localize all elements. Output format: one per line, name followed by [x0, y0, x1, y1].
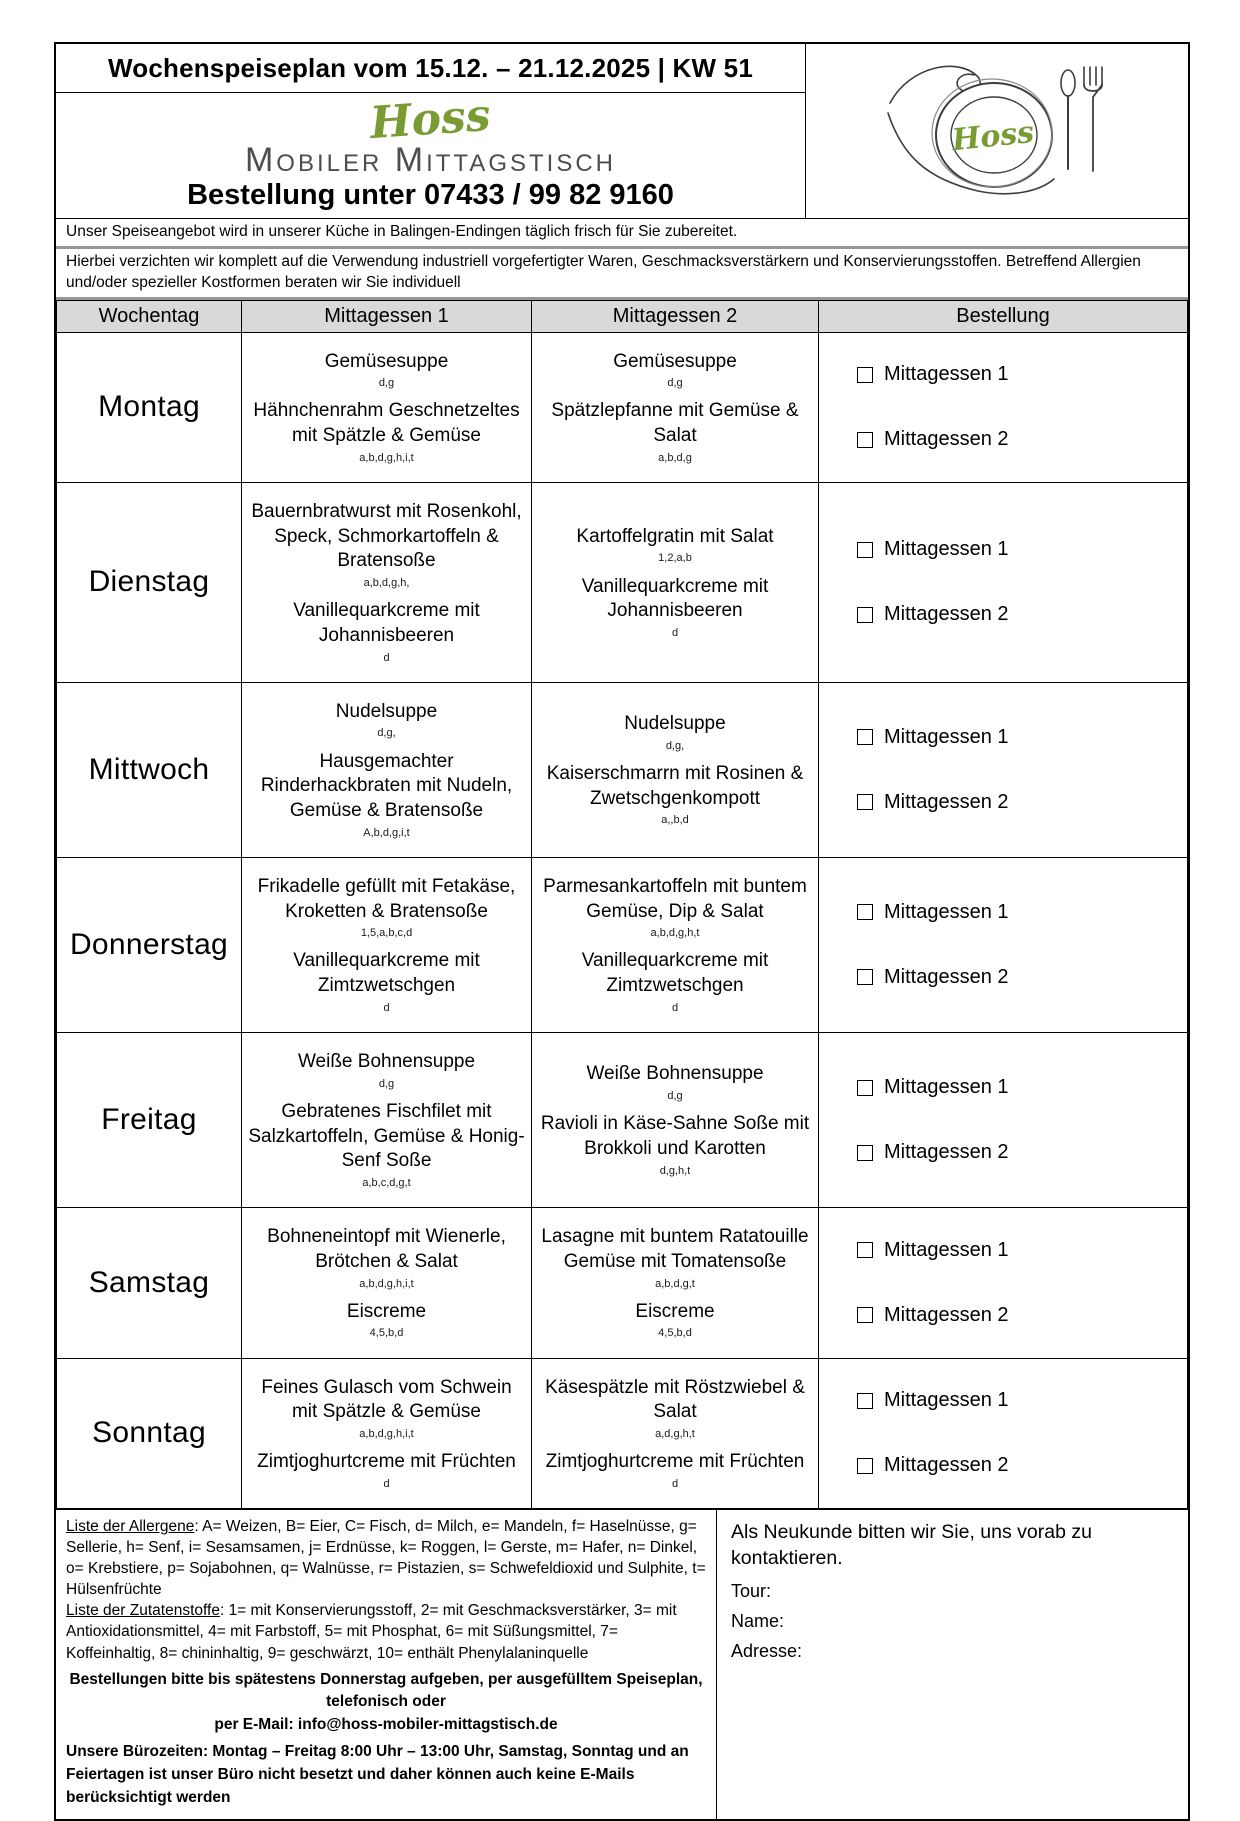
checkbox-icon[interactable]	[857, 1458, 873, 1474]
allergen-codes: a,b,d,g,h,i,t	[359, 451, 414, 464]
allergen-codes: a,d,g,h,t	[655, 1427, 695, 1440]
order-options	[857, 1076, 1187, 1164]
order-option-mittagessen-2[interactable]	[857, 1304, 1187, 1327]
mittagessen-2-cell	[532, 482, 819, 682]
meal-item	[538, 762, 812, 828]
meal-name: Weiße Bohnensuppe	[586, 1063, 764, 1085]
meal-name: Kaiserschmarrn mit Rosinen & Zwetschgenkompott	[546, 763, 804, 809]
meal-item	[538, 1225, 812, 1291]
checkbox-icon[interactable]	[857, 904, 873, 920]
meal-name: Feines Gulasch vom Schwein mit Spätzle & Gemüse	[261, 1376, 512, 1423]
day-label: Samstag	[57, 1208, 242, 1358]
col-header-mittagessen-2: Mittagessen 2	[532, 300, 819, 332]
footer-legend-area	[56, 1510, 717, 1819]
mittagessen-1-cell	[242, 857, 532, 1032]
header-left	[56, 44, 806, 218]
order-options	[857, 901, 1187, 989]
checkbox-icon[interactable]	[857, 969, 873, 985]
allergen-codes: 1,5,a,b,c,d	[360, 927, 413, 940]
meal-item	[538, 1062, 812, 1103]
col-header-mittagessen-1: Mittagessen 1	[242, 300, 532, 332]
day-label: Mittwoch	[57, 682, 242, 857]
meal-item	[538, 575, 812, 641]
allergen-codes: 4,5,b,d	[369, 1327, 404, 1340]
order-option-mittagessen-2[interactable]	[857, 1141, 1187, 1164]
checkbox-icon[interactable]	[857, 367, 873, 383]
meal-item	[248, 350, 525, 391]
meal-item	[248, 1050, 525, 1091]
allergen-codes: d,g,	[377, 727, 396, 740]
menu-table-body	[57, 332, 1188, 1509]
order-option-label: Mittagessen 1	[884, 1076, 1009, 1099]
checkbox-icon[interactable]	[857, 607, 873, 623]
checkbox-icon[interactable]	[857, 432, 873, 448]
additive-legend-label: Liste der Zutatenstoffe	[66, 1602, 220, 1620]
allergen-legend	[66, 1516, 706, 1600]
table-row-mittwoch	[57, 682, 1188, 857]
meal-name: Eiscreme	[635, 1300, 715, 1322]
allergen-codes: a,b,d,g,h,i,t	[359, 1427, 414, 1440]
meal-name: Vanillequarkcreme mit Johannisbeeren	[581, 575, 769, 622]
meal-item	[538, 1112, 812, 1178]
meal-item	[248, 949, 525, 1015]
table-row-samstag	[57, 1208, 1188, 1358]
meal-item	[538, 1376, 812, 1442]
day-label: Freitag	[57, 1033, 242, 1208]
order-option-label: Mittagessen 1	[884, 725, 1009, 748]
day-label: Sonntag	[57, 1358, 242, 1508]
info-line-additives: Hierbei verzichten wir komplett auf die Verwendung industriell vorgefertigter Waren, Geschmacksverstärkern und Konservierungsstoffen. Betreffend Allergien und/oder spezieller Kostformen beraten wir Sie individuell	[56, 249, 1188, 300]
checkbox-icon[interactable]	[857, 1393, 873, 1409]
meal-name: Vanillequarkcreme mit Johannisbeeren	[293, 600, 480, 646]
order-cell	[819, 332, 1188, 482]
meal-name: Gebratenes Fischfilet mit Salzkartoffeln, Gemüse & Honig-Senf Soße	[248, 1100, 525, 1172]
meal-name: Nudelsuppe	[624, 713, 726, 735]
meal-item	[248, 599, 525, 665]
col-header-wochentag: Wochentag	[57, 300, 242, 332]
checkbox-icon[interactable]	[857, 794, 873, 810]
allergen-codes: a,b,d,g,t	[655, 1277, 695, 1290]
meal-name: Kartoffelgratin mit Salat	[576, 525, 774, 547]
order-option-mittagessen-2[interactable]	[857, 791, 1187, 814]
mittagessen-1-cell	[242, 1208, 532, 1358]
meal-name: Eiscreme	[346, 1300, 427, 1322]
footer	[56, 1509, 1188, 1819]
meal-name: Gemüsesuppe	[613, 350, 737, 372]
meal-name: Vanillequarkcreme mit Zimtzwetschgen	[293, 950, 480, 997]
order-option-mittagessen-1[interactable]	[857, 363, 1187, 386]
allergen-codes: a,b,d,g,h,	[363, 577, 410, 590]
mittagessen-1-cell	[242, 1033, 532, 1208]
allergen-codes: d,g	[378, 377, 395, 390]
meal-item	[248, 399, 525, 465]
order-option-label: Mittagessen 1	[884, 1389, 1009, 1412]
allergen-legend-label: Liste der Allergene	[66, 1518, 195, 1536]
mittagessen-1-cell	[242, 682, 532, 857]
meal-name: Spätzlepfanne mit Gemüse & Salat	[551, 400, 799, 447]
mittagessen-1-cell	[242, 1358, 532, 1508]
new-customer-note: Als Neukunde bitten wir Sie, uns vorab zu kontaktieren.	[731, 1521, 1092, 1570]
table-row-sonntag	[57, 1358, 1188, 1508]
order-option-label: Mittagessen 2	[884, 790, 1009, 813]
order-phone-line: Bestellung unter 07433 / 99 82 9160	[187, 178, 674, 211]
meal-name: Weiße Bohnensuppe	[297, 1051, 476, 1073]
order-option-mittagessen-2[interactable]	[857, 1454, 1187, 1477]
order-option-mittagessen-1[interactable]	[857, 901, 1187, 924]
order-options	[857, 726, 1187, 814]
order-options	[857, 363, 1187, 451]
meal-name: Nudelsuppe	[335, 700, 438, 722]
meal-name: Hausgemachter Rinderhackbraten mit Nudeln, Gemüse & Bratensoße	[260, 750, 513, 822]
footer-contact-form	[717, 1510, 1188, 1819]
meal-item	[248, 500, 525, 590]
meal-item	[248, 750, 525, 840]
mittagessen-1-cell	[242, 482, 532, 682]
allergen-codes: a,b,d,g,h,i,t	[359, 1277, 414, 1290]
order-option-label: Mittagessen 1	[884, 900, 1009, 923]
order-option-mittagessen-1[interactable]	[857, 1076, 1187, 1099]
order-options	[857, 538, 1187, 626]
mittagessen-1-cell	[242, 332, 532, 482]
meal-item	[538, 399, 812, 465]
allergen-codes: d	[383, 1477, 390, 1490]
weekly-menu-table	[56, 300, 1188, 1510]
page-title: Wochenspeiseplan vom 15.12. – 21.12.2025 | KW 51	[56, 44, 805, 93]
allergen-codes: d	[383, 1001, 390, 1014]
day-label: Dienstag	[57, 482, 242, 682]
mittagessen-2-cell	[532, 682, 819, 857]
meal-item	[248, 1300, 525, 1341]
meal-item	[248, 700, 525, 741]
order-cell	[819, 857, 1188, 1032]
mittagessen-2-cell	[532, 857, 819, 1032]
allergen-codes: d	[671, 626, 679, 639]
checkbox-icon[interactable]	[857, 1145, 873, 1161]
order-cell	[819, 482, 1188, 682]
checkbox-icon[interactable]	[857, 1242, 873, 1258]
allergen-codes: A,b,d,g,i,t	[363, 826, 410, 839]
table-header-row	[57, 300, 1188, 332]
order-option-label: Mittagessen 2	[884, 1454, 1009, 1477]
order-option-mittagessen-1[interactable]	[857, 1389, 1187, 1412]
day-label: Montag	[57, 332, 242, 482]
order-option-mittagessen-2[interactable]	[857, 428, 1187, 451]
svg-text:Hoss: Hoss	[950, 114, 1036, 159]
checkbox-icon[interactable]	[857, 542, 873, 558]
order-deadline-note	[66, 1669, 706, 1736]
allergen-codes: a,b,d,g,h,t	[650, 927, 700, 940]
col-header-bestellung: Bestellung	[819, 300, 1188, 332]
meal-item	[538, 949, 812, 1015]
table-row-montag	[57, 332, 1188, 482]
allergen-codes: d,g	[378, 1077, 395, 1090]
allergen-codes: d	[671, 1001, 679, 1014]
meal-item	[538, 1300, 812, 1341]
order-cell	[819, 1208, 1188, 1358]
order-options	[857, 1389, 1187, 1477]
order-option-label: Mittagessen 2	[884, 428, 1009, 451]
hoss-plate-logo-icon	[882, 51, 1112, 211]
order-option-label: Mittagessen 2	[884, 1141, 1009, 1164]
allergen-codes: d,g	[667, 377, 683, 390]
meal-item	[538, 875, 812, 941]
meal-item	[538, 712, 812, 753]
order-option-label: Mittagessen 2	[884, 1303, 1009, 1326]
allergen-codes: a,b,d,g	[658, 451, 692, 464]
day-label: Donnerstag	[57, 857, 242, 1032]
allergen-legend-text: : A= Weizen, B= Eier, C= Fisch, d= Milch, e= Mandeln, f= Haselnüsse, g= Sellerie, h= Senf, i= Sesamsamen, j= Erdnüsse, k= Roggen, l= Gerste, m= Hafer, n= Dinkel, o= Krebstiere, p= Sojabohnen, q= Walnüsse, r= Pistazien, s= Schwefeldioxid und Sulphite, t= Hülsenfrüchte	[66, 1518, 706, 1599]
menu-sheet	[54, 42, 1190, 1821]
brand-name: Mobiler Mittagstisch	[244, 141, 616, 180]
brand-script-logo: Hoss	[368, 89, 493, 150]
order-option-mittagessen-2[interactable]	[857, 603, 1187, 626]
meal-name: Frikadelle gefüllt mit Fetakäse, Kroketten & Bratensoße	[257, 875, 516, 922]
table-row-dienstag	[57, 482, 1188, 682]
allergen-codes: d	[383, 651, 390, 664]
brand-block	[56, 89, 805, 218]
info-line-freshness: Unser Speiseangebot wird in unserer Küche in Balingen-Endingen täglich frisch für Sie zubereitet.	[56, 218, 1188, 249]
meal-name: Bohneneintopf mit Wienerle, Brötchen & Salat	[267, 1226, 506, 1272]
order-cell	[819, 1033, 1188, 1208]
order-option-label: Mittagessen 1	[884, 538, 1009, 561]
allergen-codes: d	[671, 1477, 679, 1490]
meal-item	[248, 1100, 525, 1190]
office-hours-note: Unsere Bürozeiten: Montag – Freitag 8:00 Uhr – 13:00 Uhr, Samstag, Sonntag und an Feiertagen ist unser Büro nicht besetzt und daher können auch keine E-Mails berücksichtigt werden	[66, 1742, 689, 1807]
table-row-donnerstag	[57, 857, 1188, 1032]
mittagessen-2-cell	[532, 332, 819, 482]
allergen-codes: 4,5,b,d	[658, 1327, 692, 1340]
additive-legend	[66, 1600, 706, 1663]
meal-item	[248, 1376, 525, 1442]
order-options	[857, 1239, 1187, 1327]
tour-field[interactable]: Tour:	[731, 1580, 772, 1601]
order-deadline-line2: per E-Mail: info@hoss-mobiler-mittagstisch.de	[214, 1715, 558, 1733]
meal-name: Zimtjoghurtcreme mit Früchten	[257, 1451, 516, 1473]
additive-legend-text: : 1= mit Konservierungsstoff, 2= mit Geschmacksverstärker, 3= mit Antioxidationsmittel, 4= mit Farbstoff, 5= mit Phosphat, 6= mit Süßungsmittel, 7= Koffeinhaltig, 8= chininhaltig, 9= geschwärzt, 10= enthält Phenylalaninquelle	[66, 1602, 677, 1662]
allergen-codes: d,g,	[665, 739, 685, 752]
order-option-mittagessen-2[interactable]	[857, 966, 1187, 989]
order-deadline-line1: Bestellungen bitte bis spätestens Donnerstag aufgeben, per ausgefülltem Speiseplan, telefonisch oder	[69, 1670, 703, 1711]
meal-item	[538, 525, 812, 566]
meal-item	[248, 1225, 525, 1291]
header-logo-area	[806, 44, 1188, 218]
meal-name: Parmesankartoffeln mit buntem Gemüse, Dip & Salat	[543, 875, 807, 922]
allergen-codes: a,,b,d	[661, 814, 689, 827]
allergen-codes: d,g	[667, 1090, 683, 1103]
meal-item	[538, 1450, 812, 1491]
adresse-field[interactable]: Adresse:	[731, 1640, 803, 1661]
meal-name: Gemüsesuppe	[324, 350, 449, 372]
meal-item	[248, 1450, 525, 1491]
order-option-mittagessen-1[interactable]	[857, 1239, 1187, 1262]
order-cell	[819, 1358, 1188, 1508]
order-option-label: Mittagessen 1	[884, 363, 1009, 386]
order-cell	[819, 682, 1188, 857]
checkbox-icon[interactable]	[857, 1307, 873, 1323]
meal-name: Hähnchenrahm Geschnetzeltes mit Spätzle & Gemüse	[253, 400, 520, 447]
order-option-mittagessen-1[interactable]	[857, 538, 1187, 561]
meal-item	[248, 875, 525, 941]
allergen-codes: 1,2,a,b	[658, 552, 692, 565]
meal-name: Lasagne mit buntem Ratatouille Gemüse mit Tomatensoße	[541, 1226, 809, 1272]
allergen-codes: d,g,h,t	[659, 1164, 691, 1177]
order-option-label: Mittagessen 1	[884, 1238, 1009, 1261]
checkbox-icon[interactable]	[857, 729, 873, 745]
order-option-label: Mittagessen 2	[884, 965, 1009, 988]
meal-item	[538, 350, 812, 391]
mittagessen-2-cell	[532, 1208, 819, 1358]
meal-name: Vanillequarkcreme mit Zimtzwetschgen	[581, 950, 769, 997]
meal-name: Ravioli in Käse-Sahne Soße mit Brokkoli und Karotten	[540, 1113, 810, 1159]
table-row-freitag	[57, 1033, 1188, 1208]
checkbox-icon[interactable]	[857, 1080, 873, 1096]
name-field[interactable]: Name:	[731, 1610, 785, 1631]
meal-name: Bauernbratwurst mit Rosenkohl, Speck, Schmorkartoffeln & Bratensoße	[251, 500, 522, 572]
allergen-codes: a,b,c,d,g,t	[362, 1176, 411, 1189]
order-option-mittagessen-1[interactable]	[857, 726, 1187, 749]
order-option-label: Mittagessen 2	[884, 603, 1009, 626]
meal-name: Käsespätzle mit Röstzwiebel & Salat	[545, 1376, 805, 1423]
mittagessen-2-cell	[532, 1033, 819, 1208]
header	[56, 44, 1188, 218]
mittagessen-2-cell	[532, 1358, 819, 1508]
meal-name: Zimtjoghurtcreme mit Früchten	[545, 1451, 805, 1473]
